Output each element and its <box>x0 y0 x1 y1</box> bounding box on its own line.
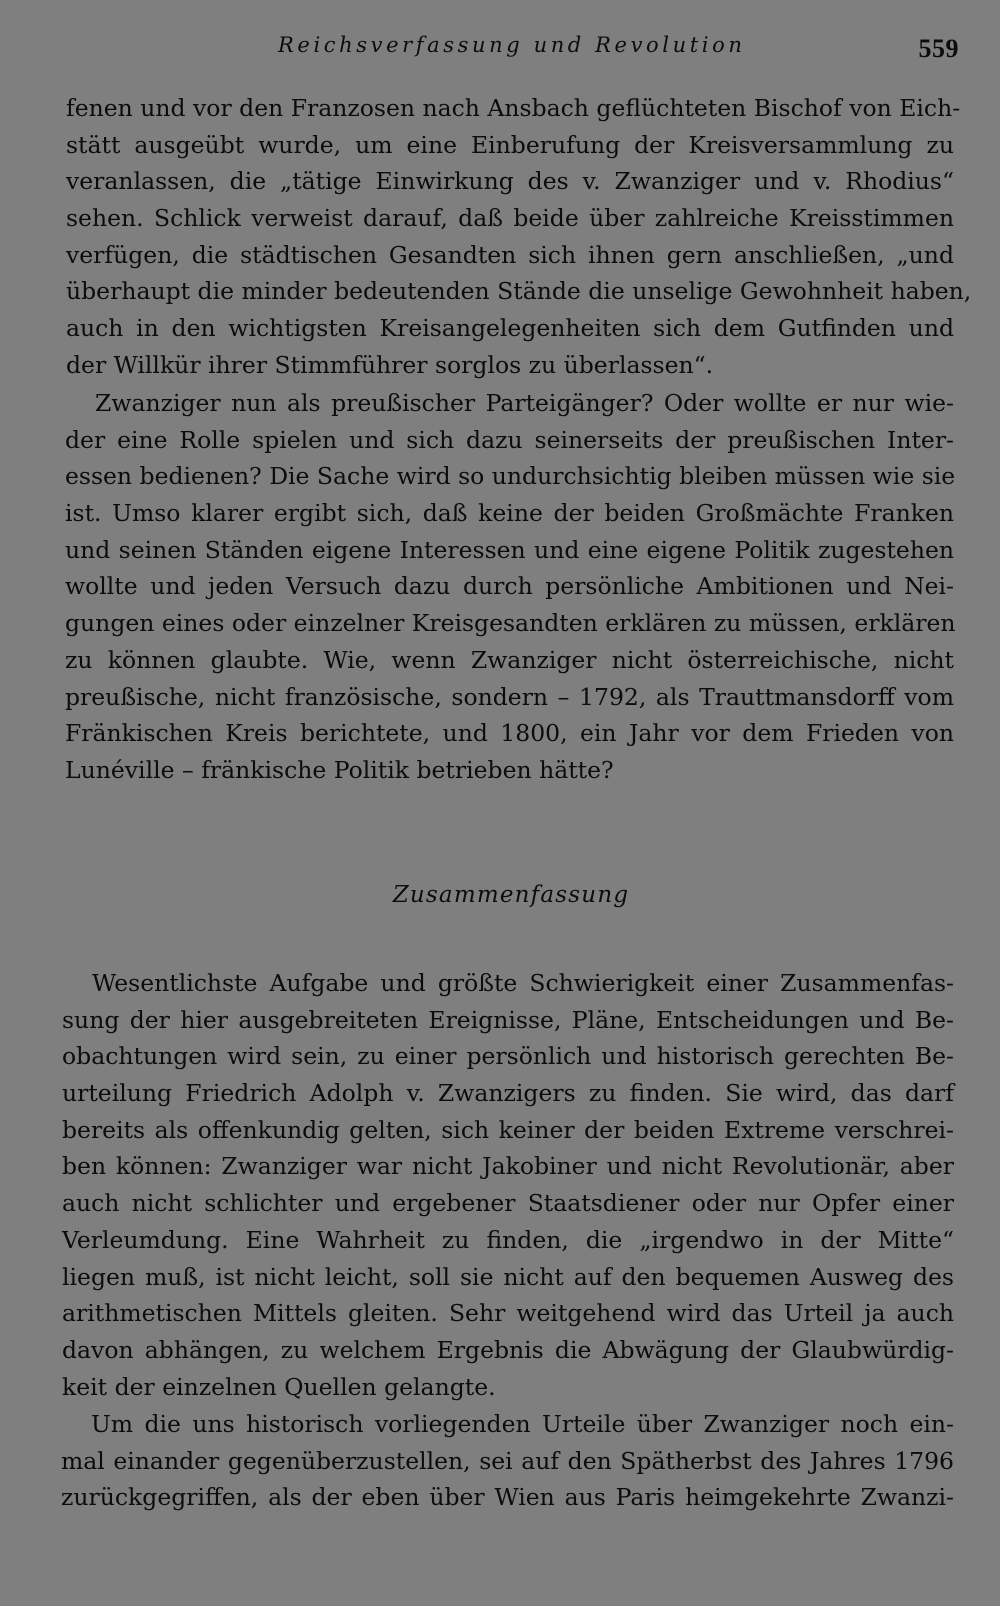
text-line: sehen. Schlick verweist darauf, daß beide über zahlreiche Kreisstimmen <box>66 204 954 233</box>
text-line: ben können: Zwanziger war nicht Jakobiner und nicht Revolutionär, aber <box>62 1152 954 1181</box>
text-line: urteilung Friedrich Adolph v. Zwanzigers zu finden. Sie wird, das darf <box>62 1079 954 1108</box>
text-line: essen bedienen? Die Sache wird so undurchsichtig bleiben müssen wie sie <box>65 462 956 491</box>
text-line: wollte und jeden Versuch dazu durch persönliche Ambitionen und Nei- <box>65 572 954 601</box>
text-line: zu können glaubte. Wie, wenn Zwanziger nicht österreichische, nicht <box>65 645 954 674</box>
text-line: der eine Rolle spielen und sich dazu seinerseits der preußischen Inter- <box>65 425 954 454</box>
text-line: Lunéville – fränkische Politik betrieben hätte? <box>65 755 614 784</box>
paragraph-historical-judgements <box>61 1406 954 1516</box>
paragraph-summary <box>62 965 954 1405</box>
text-line: preußische, nicht französische, sondern – 1792, als Trauttmansdorff vom <box>65 682 954 711</box>
page-number: 559 <box>918 34 959 63</box>
text-line: der Willkür ihrer Stimmführer sorglos zu überlassen“. <box>66 350 714 379</box>
text-line: veranlassen, die „tätige Einwirkung des v. Zwanziger und v. Rhodius“ <box>66 167 954 196</box>
text-line: Um die uns historisch vorliegenden Urteile über Zwanziger noch ein- <box>91 1410 954 1438</box>
paragraph-continuation <box>66 90 972 384</box>
text-line: liegen muß, ist nicht leicht, soll sie nicht auf den bequemen Ausweg des <box>62 1262 954 1291</box>
text-line: obachtungen wird sein, zu einer persönlich und historisch gerechten Be- <box>62 1042 954 1071</box>
text-line: ist. Umso klarer ergibt sich, daß keine der beiden Großmächte Franken <box>65 499 954 528</box>
running-title: Reichsverfassung und Revolution <box>278 33 746 57</box>
text-line: zurückgegriffen, als der eben über Wien aus Paris heimgekehrte Zwanzi- <box>61 1483 954 1512</box>
text-line: und seinen Ständen eigene Interessen und eine eigene Politik zugestehen <box>65 535 954 564</box>
text-line: auch nicht schlichter und ergebener Staatsdiener oder nur Opfer einer <box>62 1189 954 1218</box>
text-line: gungen eines oder einzelner Kreisgesandten erklären zu müssen, erklären <box>65 609 956 638</box>
text-line: überhaupt die minder bedeutenden Stände die unselige Gewohnheit haben, <box>66 277 972 306</box>
text-line: mal einander gegenüberzustellen, sei auf den Spätherbst des Jahres 1796 <box>61 1446 954 1475</box>
section-heading: Zusammenfassung <box>392 882 630 908</box>
text-line: Verleumdung. Eine Wahrheit zu finden, die „irgendwo in der Mitte“ <box>62 1225 954 1254</box>
text-line: davon abhängen, zu welchem Ergebnis die Abwägung der Glaubwürdig- <box>62 1335 954 1364</box>
text-line: keit der einzelnen Quellen gelangte. <box>62 1372 496 1401</box>
text-line: Wesentlichste Aufgabe und größte Schwierigkeit einer Zusammenfas- <box>92 969 954 997</box>
text-line: sung der hier ausgebreiteten Ereignisse, Pläne, Entscheidungen und Be- <box>62 1005 954 1034</box>
text-line: stätt ausgeübt wurde, um eine Einberufung der Kreisversammlung zu <box>66 130 954 159</box>
text-line: bereits als offenkundig gelten, sich keiner der beiden Extreme verschrei- <box>62 1115 954 1144</box>
text-line: verfügen, die städtischen Gesandten sich ihnen gern anschließen, „und <box>66 240 954 269</box>
text-line: Fränkischen Kreis berichtete, und 1800, ein Jahr vor dem Frieden von <box>65 719 954 748</box>
text-line: Zwanziger nun als preußischer Parteigänger? Oder wollte er nur wie- <box>95 389 954 417</box>
text-line: auch in den wichtigsten Kreisangelegenheiten sich dem Gutfinden und <box>66 314 954 343</box>
paragraph-zwanziger-question <box>65 385 954 789</box>
text-line: fenen und vor den Franzosen nach Ansbach geflüchteten Bischof von Eich- <box>66 94 961 122</box>
text-line: arithmetischen Mittels gleiten. Sehr weitgehend wird das Urteil ja auch <box>62 1299 954 1328</box>
